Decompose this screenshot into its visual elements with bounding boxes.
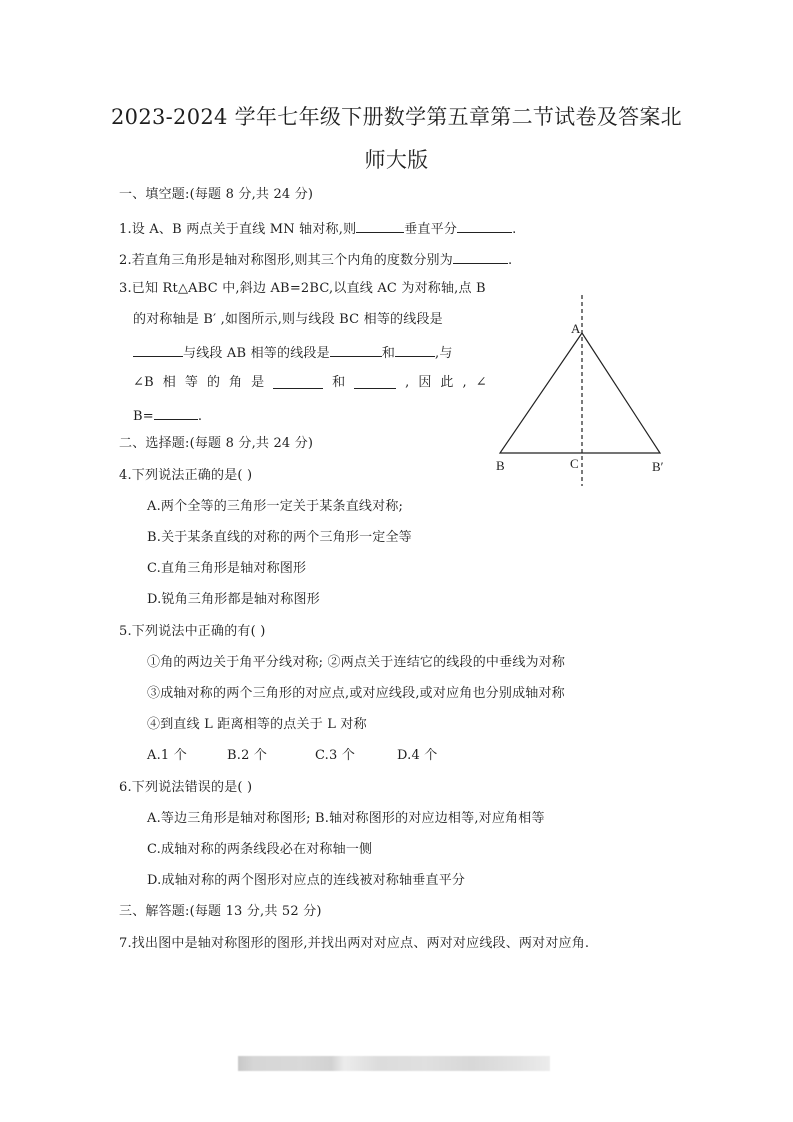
question-3-line-5 — [133, 407, 202, 423]
answer-blank[interactable] — [356, 220, 404, 233]
document-title-line-1: 2023-2024 学年七年级下册数学第五章第二节试卷及答案北 — [111, 105, 682, 129]
text-char: 相 — [162, 375, 176, 390]
text-char: , — [462, 375, 467, 390]
question-5-option-d: D.4 个 — [397, 748, 438, 763]
question-5-stem: 5.下列说法中正确的有( ) — [119, 624, 266, 639]
question-1-mid: 垂直平分 — [404, 222, 458, 237]
question-7-stem: 7.找出图中是轴对称图形的图形,并找出两对对应点、两对对应线段、两对对应角. — [119, 936, 590, 951]
question-2-end: . — [507, 253, 513, 268]
document-title-line-2: 师大版 — [364, 148, 429, 172]
text-char: 此 — [440, 375, 454, 390]
section-2-heading: 二、选择题:(每题 8 分,共 24 分) — [119, 436, 314, 451]
answer-blank[interactable] — [395, 344, 435, 357]
answer-blank[interactable] — [154, 407, 198, 420]
question-5-statement-1-2: ①角的两边关于角平分线对称; ②两点关于连结它的线段的中垂线为对称 — [147, 655, 566, 670]
question-3-and: 和 — [381, 346, 396, 361]
answer-blank[interactable] — [330, 344, 382, 357]
triangle-figure — [490, 290, 680, 490]
text-char: , — [405, 375, 410, 390]
question-3-text: 与线段 AB 相等的线段是 — [183, 346, 330, 361]
question-5-statement-4: ④到直线 L 距离相等的点关于 L 对称 — [147, 717, 367, 732]
question-5-option-c: C.3 个 — [315, 748, 356, 763]
question-3-line-4 — [133, 376, 487, 389]
question-3-line-1: 3.已知 Rt△ABC 中,斜边 AB=2BC,以直线 AC 为对称轴,点 B — [119, 281, 486, 296]
question-2 — [119, 251, 512, 267]
angle-b-label: ∠B — [133, 375, 154, 390]
label-b-prime: B′ — [652, 459, 664, 474]
question-5-options — [147, 749, 438, 762]
triangle-diagram — [490, 290, 680, 490]
answer-blank[interactable] — [273, 376, 323, 389]
text-char: 等 — [184, 375, 199, 390]
question-4-option-c: C.直角三角形是轴对称图形 — [147, 561, 307, 576]
section-3-heading: 三、解答题:(每题 13 分,共 52 分) — [119, 904, 322, 919]
question-6-option-d: D.成轴对称的两个图形对应点的连线被对称轴垂直平分 — [147, 873, 466, 888]
text-char: 因 — [418, 375, 432, 390]
text-char: 和 — [332, 375, 346, 390]
question-3-text: B= — [133, 409, 154, 424]
question-5-statement-3: ③成轴对称的两个三角形的对应点,或对应线段,或对应角也分别成轴对称 — [147, 686, 565, 701]
angle-symbol: ∠ — [475, 375, 487, 390]
text-char: 的 — [206, 375, 221, 390]
question-2-text: 2.若直角三角形是轴对称图形,则其三个内角的度数分别为 — [119, 253, 453, 268]
blurred-footer-watermark — [238, 1056, 550, 1071]
answer-blank[interactable] — [133, 344, 183, 357]
text-char: 角 — [229, 375, 243, 390]
question-4-option-b: B.关于某条直线的对称的两个三角形一定全等 — [147, 530, 412, 545]
question-4-stem: 4.下列说法正确的是( ) — [119, 468, 253, 483]
answer-blank[interactable] — [457, 220, 512, 233]
question-4-option-a: A.两个全等的三角形一定关于某条直线对称; — [147, 499, 404, 514]
question-1-text: 1.设 A、B 两点关于直线 MN 轴对称,则 — [119, 222, 357, 237]
answer-blank[interactable] — [354, 376, 396, 389]
question-6-option-a-b: A.等边三角形是轴对称图形; B.轴对称图形的对应边相等,对应角相等 — [147, 811, 545, 826]
question-4-option-d: D.锐角三角形都是轴对称图形 — [147, 592, 320, 607]
question-3-text: ,与 — [435, 346, 453, 361]
question-5-option-b: B.2 个 — [227, 748, 268, 763]
question-6-option-c: C.成轴对称的两条线段必在对称轴一侧 — [147, 842, 373, 857]
question-1 — [119, 220, 516, 236]
question-3-line-3 — [133, 344, 453, 360]
triangle-outline — [500, 333, 660, 453]
section-1-heading: 一、填空题:(每题 8 分,共 24 分) — [119, 187, 314, 202]
answer-blank[interactable] — [453, 251, 508, 264]
question-3-line-2: 的对称轴是 B′ ,如图所示,则与线段 BC 相等的线段是 — [133, 312, 443, 327]
question-6-stem: 6.下列说法错误的是( ) — [119, 780, 253, 795]
question-1-end: . — [512, 222, 517, 237]
label-a: A — [571, 321, 581, 336]
question-3-end: . — [197, 409, 203, 424]
label-c: C — [570, 456, 579, 471]
question-5-option-a: A.1 个 — [147, 748, 187, 763]
label-b: B — [496, 458, 505, 473]
text-char: 是 — [251, 375, 265, 390]
